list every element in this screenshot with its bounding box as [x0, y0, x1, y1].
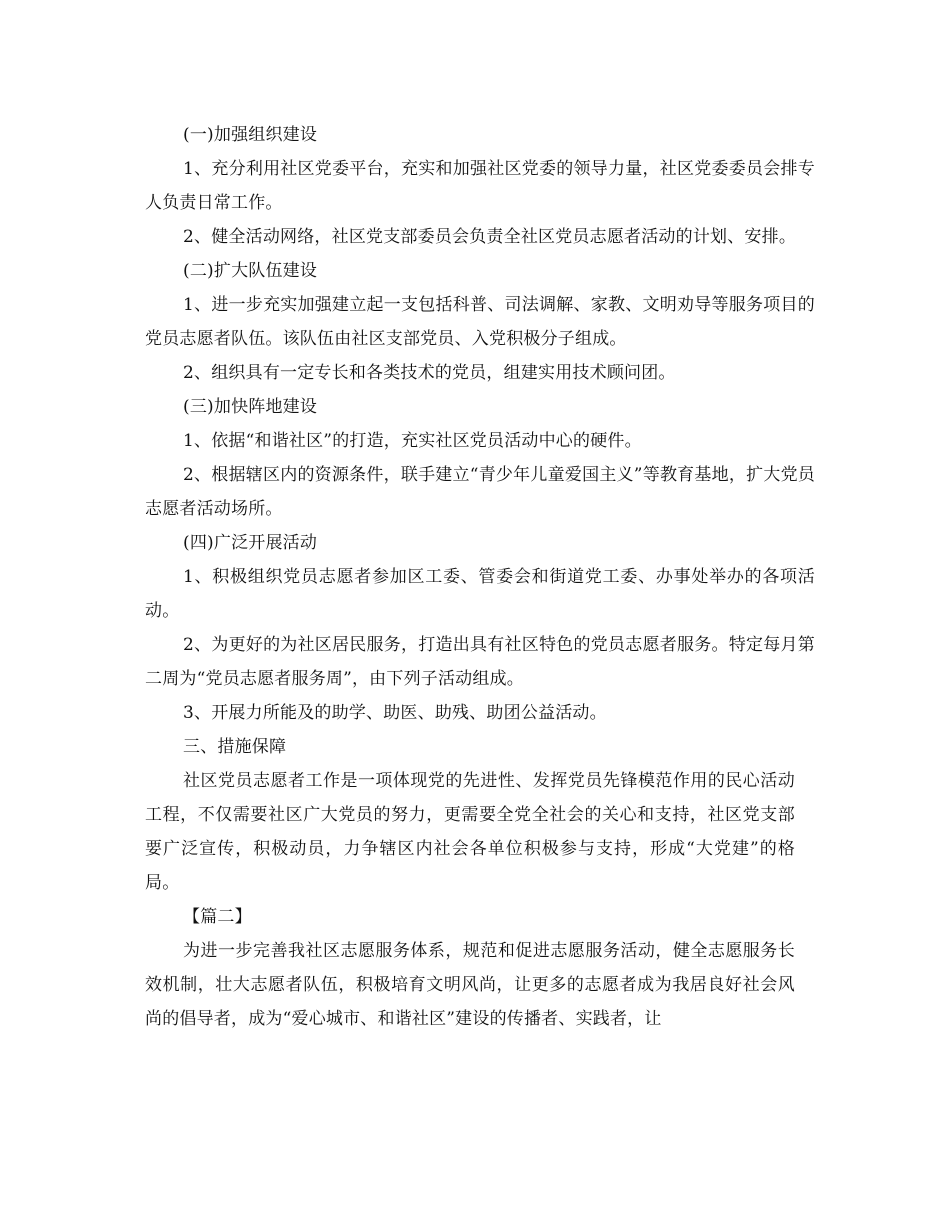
- paragraph: 3、开展力所能及的助学、助医、助残、助团公益活动。: [183, 703, 607, 723]
- paragraph: 1、进一步充实加强建立起一支包括科普、司法调解、家教、文明劝导等服务项目的党员志愿者队伍。该队伍由社区支部党员、入党积极分子组成。: [145, 295, 815, 349]
- section-heading-team: (二)扩大队伍建设: [183, 261, 318, 281]
- paragraph: 2、根据辖区内的资源条件，联手建立“青少年儿童爱国主义”等教育基地，扩大党员志愿者活动场所。: [145, 465, 815, 519]
- section-heading-measures: 三、措施保障: [183, 737, 287, 757]
- paragraph: 2、组织具有一定专长和各类技术的党员，组建实用技术顾问团。: [183, 363, 676, 383]
- section-heading-activities: (四)广泛开展活动: [183, 533, 318, 553]
- paragraph: 社区党员志愿者工作是一项体现党的先进性、发挥党员先锋模范作用的民心活动工程，不仅需要社区广大党员的努力，更需要全党全社会的关心和支持，社区党支部要广泛宣传，积极动员，力争辖区内社会各单位积极参与支持，形成“大党建”的格局。: [145, 771, 795, 893]
- document-body: [145, 118, 815, 1036]
- paragraph: 1、充分利用社区党委平台，充实和加强社区党委的领导力量，社区党委委员会排专人负责日常工作。: [145, 159, 815, 213]
- paragraph: 2、健全活动网络，社区党支部委员会负责全社区党员志愿者活动的计划、安排。: [183, 227, 797, 247]
- paragraph: 2、为更好的为社区居民服务，打造出具有社区特色的党员志愿者服务。特定每月第二周为“党员志愿者服务周”，由下列子活动组成。: [145, 635, 815, 689]
- section-heading-organization: (一)加强组织建设: [183, 125, 318, 145]
- paragraph: 1、依据“和谐社区”的打造，充实社区党员活动中心的硬件。: [183, 431, 642, 451]
- section-heading-base: (三)加快阵地建设: [183, 397, 318, 417]
- part-heading-two: 【篇二】: [183, 907, 252, 927]
- paragraph: 为进一步完善我社区志愿服务体系，规范和促进志愿服务活动，健全志愿服务长效机制，壮大志愿者队伍，积极培育文明风尚，让更多的志愿者成为我居良好社会风尚的倡导者，成为“爱心城市、和谐社区”建设的传播者、实践者，让: [145, 941, 795, 1029]
- paragraph: 1、积极组织党员志愿者参加区工委、管委会和街道党工委、办事处举办的各项活动。: [145, 567, 815, 621]
